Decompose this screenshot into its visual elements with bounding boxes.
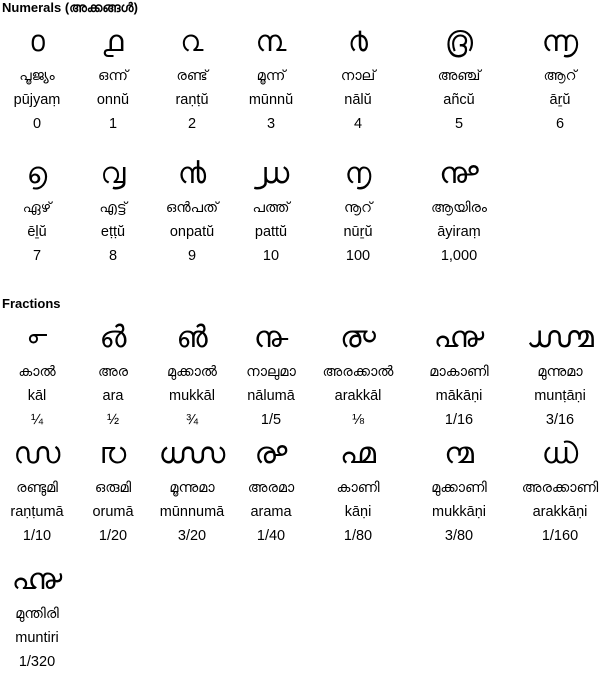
numeral-cell xyxy=(517,20,603,136)
transliteration: ēḻŭ xyxy=(27,224,47,240)
numeral-glyph: ൲ xyxy=(439,156,479,191)
transliteration: kāl xyxy=(27,388,47,404)
numeral-glyph: ൴ xyxy=(99,320,127,355)
malayalam-word: രണ്ട് xyxy=(176,68,208,84)
numeric-value: 7 xyxy=(32,248,42,264)
transliteration: āṟŭ xyxy=(549,92,571,108)
transliteration: pūjyaṃ xyxy=(13,92,61,108)
numeral-glyph: ൵ xyxy=(176,320,208,355)
numeral-glyph: ൞ xyxy=(340,320,376,355)
transliteration: raṇṭŭ xyxy=(175,92,209,108)
numeric-value: ¼ xyxy=(30,412,44,428)
numerals-row-2 xyxy=(0,152,608,280)
malayalam-word: അര xyxy=(97,364,129,380)
numeric-value: ½ xyxy=(106,412,120,428)
numeral-glyph: ൱ xyxy=(344,156,372,191)
numeral-glyph: ൘ xyxy=(541,436,579,471)
numeral-glyph: ൭ xyxy=(26,156,48,191)
numeral-cell xyxy=(228,20,314,136)
fractions-row-3 xyxy=(0,558,608,686)
numeral-glyph: ൹ xyxy=(253,320,289,355)
numeric-value: 8 xyxy=(108,248,118,264)
numeric-value: 3 xyxy=(266,116,276,132)
numeral-glyph: ൩ xyxy=(255,24,287,59)
numeric-value: 3/80 xyxy=(444,528,474,544)
numeral-glyph: ൮ xyxy=(100,156,126,191)
malayalam-word: ആറ് xyxy=(543,68,577,84)
numeric-value: 1,000 xyxy=(440,248,478,264)
malayalam-word: കാൽ xyxy=(18,364,56,380)
malayalam-word: നൂറ് xyxy=(343,200,373,216)
numeral-cell xyxy=(0,432,80,548)
transliteration: mākāṇi xyxy=(435,388,483,404)
transliteration: munṭāṇi xyxy=(534,388,586,404)
numeric-value: 1/320 xyxy=(18,654,56,670)
numeral-cell xyxy=(0,558,80,674)
numeral-glyph: ൧ xyxy=(102,24,124,59)
transliteration: mūnnŭ xyxy=(248,92,294,108)
numeral-cell xyxy=(416,20,502,136)
transliteration: onpatŭ xyxy=(169,224,215,240)
numeral-cell xyxy=(149,20,235,136)
numeral-cell xyxy=(70,316,156,432)
malayalam-word: ഒൻപത് xyxy=(165,200,219,216)
malayalam-word: ഏഴ് xyxy=(22,200,52,216)
malayalam-word: പത്ത് xyxy=(252,200,290,216)
malayalam-word: മുക്കാൽ xyxy=(167,364,217,380)
malayalam-word: മൂന്നുമാ xyxy=(169,480,215,496)
malayalam-word: അരക്കാൽ xyxy=(322,364,394,380)
transliteration: muntiri xyxy=(15,630,59,646)
numeral-cell xyxy=(517,316,603,432)
numeric-value: 4 xyxy=(353,116,363,132)
numeral-glyph: ൚ xyxy=(444,436,474,471)
numeral-cell xyxy=(315,20,401,136)
numeral-cell xyxy=(228,432,314,548)
numeric-value: 1/5 xyxy=(260,412,282,428)
numeral-cell xyxy=(0,152,80,268)
malayalam-word: രണ്ടുമി xyxy=(16,480,58,496)
transliteration: mūnnumā xyxy=(159,504,225,520)
transliteration: onnŭ xyxy=(96,92,130,108)
numerals-heading: Numerals (അക്കങ്ങൾ) xyxy=(2,0,138,15)
numeral-cell xyxy=(228,316,314,432)
transliteration: añcŭ xyxy=(443,92,475,108)
numeral-glyph: ൜ xyxy=(13,436,61,471)
numeric-value: 3/20 xyxy=(177,528,207,544)
numeric-value: 1/10 xyxy=(22,528,52,544)
numeric-value: ⅛ xyxy=(351,412,365,428)
numeral-cell xyxy=(70,432,156,548)
malayalam-word: മുന്തിരി xyxy=(15,606,59,622)
numeral-cell xyxy=(315,316,401,432)
malayalam-word: നാല് xyxy=(340,68,376,84)
numeric-value: 1/40 xyxy=(256,528,286,544)
numeric-value: 1/80 xyxy=(343,528,373,544)
numeral-glyph: ൛ xyxy=(99,436,127,471)
transliteration: eṭṭŭ xyxy=(100,224,126,240)
numeric-value: 6 xyxy=(555,116,565,132)
numeral-cell xyxy=(228,152,314,268)
fractions-row-1 xyxy=(0,316,608,444)
numeric-value: 1/20 xyxy=(98,528,128,544)
transliteration: raṇṭumā xyxy=(10,504,64,520)
numeric-value: 10 xyxy=(262,248,280,264)
transliteration: ara xyxy=(102,388,124,404)
numeral-cell xyxy=(149,432,235,548)
numeral-glyph: ൷ xyxy=(433,320,485,355)
transliteration: nūṟŭ xyxy=(343,224,373,240)
numeral-cell xyxy=(517,432,603,548)
numeral-cell xyxy=(149,316,235,432)
malayalam-word: ആയിരം xyxy=(431,200,487,216)
numeral-glyph: ൶ xyxy=(340,436,376,471)
malayalam-word: അരക്കാണി xyxy=(521,480,599,496)
numeral-glyph: ൦ xyxy=(29,24,45,59)
numeric-value: 5 xyxy=(454,116,464,132)
transliteration: arakkāl xyxy=(334,388,382,404)
numeric-value: 9 xyxy=(187,248,197,264)
numeral-glyph: ൳ xyxy=(27,320,47,355)
malayalam-word: നാലുമാ xyxy=(246,364,296,380)
transliteration: arakkāṇi xyxy=(532,504,588,520)
malayalam-word: ഒന്ന് xyxy=(98,68,128,84)
numeric-value: 1 xyxy=(108,116,118,132)
malayalam-word: കാണി xyxy=(336,480,380,496)
transliteration: mukkāṇi xyxy=(432,504,486,520)
numeral-cell xyxy=(315,152,401,268)
transliteration: kāṇi xyxy=(344,504,372,520)
numeral-cell xyxy=(0,20,80,136)
transliteration: pattŭ xyxy=(254,224,288,240)
numeral-cell xyxy=(70,20,156,136)
malayalam-word: പൂജ്യം xyxy=(19,68,55,84)
numeric-value: 1/160 xyxy=(541,528,579,544)
numeral-glyph: ൯ xyxy=(177,156,207,191)
numeric-value: 100 xyxy=(345,248,371,264)
malayalam-word: മൂന്ന് xyxy=(256,68,286,84)
numeral-cell xyxy=(416,316,502,432)
malayalam-word: മുന്നുമാ xyxy=(537,364,583,380)
numeral-glyph: ൝ xyxy=(158,436,226,471)
numerals-row-1 xyxy=(0,20,608,148)
transliteration: arama xyxy=(250,504,292,520)
numeral-glyph: ൨ xyxy=(180,24,204,59)
numeral-glyph: ൙ xyxy=(254,436,288,471)
numeric-value: 3/16 xyxy=(545,412,575,428)
numeral-glyph: ൰ xyxy=(252,156,290,191)
malayalam-word: മുക്കാണി xyxy=(431,480,487,496)
numeral-glyph: ൸ xyxy=(526,320,594,355)
malayalam-word: എട്ട് xyxy=(99,200,127,216)
numeral-glyph: ൬ xyxy=(541,24,579,59)
numeral-cell xyxy=(0,316,80,432)
numeric-value: 2 xyxy=(187,116,197,132)
numeral-glyph: ൪ xyxy=(348,24,368,59)
numeral-cell xyxy=(416,432,502,548)
numeral-glyph: ൫ xyxy=(444,24,474,59)
malayalam-word: അഞ്ച് xyxy=(437,68,481,84)
fractions-heading: Fractions xyxy=(2,296,61,311)
numeric-value: 0 xyxy=(32,116,42,132)
transliteration: nālumā xyxy=(247,388,295,404)
numeral-glyph: ൷ xyxy=(11,562,63,597)
malayalam-word: മാകാണി xyxy=(429,364,489,380)
numeral-cell xyxy=(70,152,156,268)
malayalam-word: ഒരുമി xyxy=(94,480,132,496)
numeral-cell xyxy=(149,152,235,268)
transliteration: mukkāl xyxy=(169,388,215,404)
numeral-cell xyxy=(416,152,502,268)
fractions-row-2 xyxy=(0,432,608,560)
numeral-cell xyxy=(315,432,401,548)
numeric-value: 1/16 xyxy=(444,412,474,428)
malayalam-word: അരമാ xyxy=(247,480,295,496)
transliteration: orumā xyxy=(92,504,134,520)
transliteration: nālŭ xyxy=(344,92,372,108)
numeric-value: ¾ xyxy=(185,412,199,428)
transliteration: āyiraṃ xyxy=(437,224,481,240)
